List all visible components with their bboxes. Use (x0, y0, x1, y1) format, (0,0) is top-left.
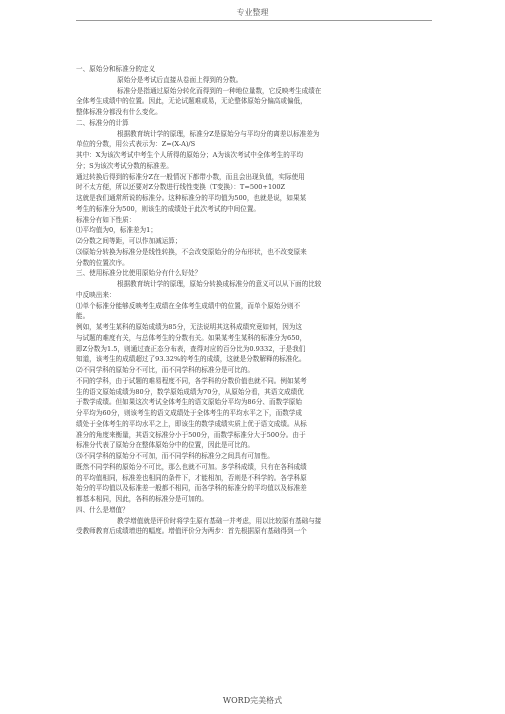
text-line: 与试题的难度有关，与总体考生的分数有关。如果某考生某科的标准分为650， (76, 333, 307, 342)
text-line: 教学增值就是评价时将学生原有基础一并考虑，用以比较原有基础与接 (117, 516, 322, 525)
page-header: 专业整理 (236, 8, 269, 17)
text-line: ⑴平均值为0，标准差为1； (76, 226, 157, 235)
text-line: 考生的标准分为500，则该生的成绩处于此次考试的中间位置。 (76, 204, 261, 213)
text-line: 中反映出来： (76, 290, 116, 299)
text-line: 既然不同学科的原始分不可比，那么也就不可加。多学科成绩，只有在各科成绩 (76, 462, 307, 471)
text-line: 标准分有如下性质： (76, 215, 136, 224)
text-line: ⑵分数之间等距，可以作加减运算； (76, 237, 182, 245)
document-body (76, 64, 432, 537)
text-line: 根据教育统计学的原理，标准分Z是原始分与平均分的离差以标准差为 (117, 129, 320, 138)
text-line: 二、标准分的计算 (76, 118, 129, 127)
text-line: 分数的位置次序。 (76, 258, 129, 267)
text-line: 不同的学科，由于试题的难易程度不同，各学科的分数价值也就不同。例如某考 (76, 376, 307, 385)
text-line: 分平均为60分，则该考生的语文成绩处于全体考生的平均水平之下，而数学成 (76, 409, 302, 417)
text-line: 准分的角度来衡量，其语文标准分小于500分，而数学标准分大于500分。由于 (76, 430, 306, 439)
text-line: 标准分是指通过原始分转化而得到的一种地位量数，它反映考生成绩在 (117, 86, 322, 95)
text-line: 四、什么是增值？ (76, 505, 129, 514)
text-line: 例如，某考生某科的原始成绩为85分，无法说明其这科成绩究竟如何，因为这 (76, 323, 302, 331)
text-line: 全体考生成绩中的位置。因此，无论试题难或易，无论整体原始分偏高或偏低， (76, 97, 307, 106)
text-line: 三、使用标准分比使用原始分有什么好处？ (76, 269, 202, 278)
text-line: 始分的平均值以及标准差一般都不相同，而各学科的标准分的平均值以及标准差 (76, 484, 307, 493)
text-line: 都基本相同，因此，各科的标准分是可加的。 (76, 495, 208, 503)
text-line: 标准分代表了原始分在整体原始分中的位置，因此是可比的。 (76, 441, 255, 450)
page-footer: WORD完美格式 (222, 696, 283, 705)
text-line: 原始分是考试后直接从卷面上得到的分数。 (117, 75, 243, 84)
text-line: 即Z分数为1.5，则通过查正态分布表，查得对应的百分比为0.9332，于是我们 (76, 344, 306, 353)
text-line: 绩处于全体考生的平均水平之上，即该生的数学成绩实质上优于语文成绩。从标 (76, 419, 307, 428)
text-line: 其中：X为该次考试中考生个人所得的原始分；A为该次考试中全体考生的平均 (76, 151, 304, 159)
text-line: ⑵不同学科的原始分不可比，而不同学科的标准分是可比的。 (76, 366, 255, 374)
text-line: 的平均值相同，标准差也相同的条件下，才能相加，否则是不科学的。各学科原 (76, 473, 307, 482)
text-line: 能。 (76, 312, 90, 321)
text-line: 生的语文原始成绩为80分，数学原始成绩为70分，从原始分看，其语文成绩优 (76, 387, 304, 396)
text-line: 单位的分数，用公式表示为：Z=(X-A)/S (76, 140, 196, 149)
text-line: 这就是我们通常所说的标准分。这种标准分的平均值为500，也就是说，如果某 (76, 194, 307, 202)
text-line: ⑶原始分转换为标准分是线性转换，不会改变原始分的分布形状，也不改变原来 (76, 247, 307, 256)
text-line: 知道，该考生的成绩超过了93.32%的考生的成绩，这就是分数解释的标准化。 (76, 355, 306, 364)
text-line: 受教师教育后成绩增进的幅度。增值评价分为两步：首先根据原有基础得到一个 (76, 527, 307, 536)
text-line: 一、原始分和标准分的定义 (76, 65, 156, 73)
text-line: ⑴单个标准分能够反映考生成绩在全体考生成绩中的位置，而单个原始分则不 (76, 301, 301, 310)
text-line: 分；S为该次考试分数的标准差。 (76, 161, 173, 170)
header-rule (76, 20, 432, 21)
text-line: 整体标准分都没有什么变化。 (76, 108, 162, 116)
text-line: ⑶不同学科的原始分不可加，而不同学科的标准分之间具有可加性。 (76, 452, 274, 460)
text-line: 通过转换后得到的标准分Z在一般情况下都带小数，而且会出现负值，实际使用 (76, 172, 305, 181)
text-line: 根据教育统计学的原理，原始分转换成标准分的意义可以从下面的比较 (117, 280, 322, 288)
text-line: 于数学成绩。但如果这次考试全体考生的语文原始分平均为86分、而数学原始 (76, 398, 302, 407)
text-line: 时不太方便，所以还要对Z分数进行线性变换（T变换）：T=500+100Z (76, 183, 286, 192)
